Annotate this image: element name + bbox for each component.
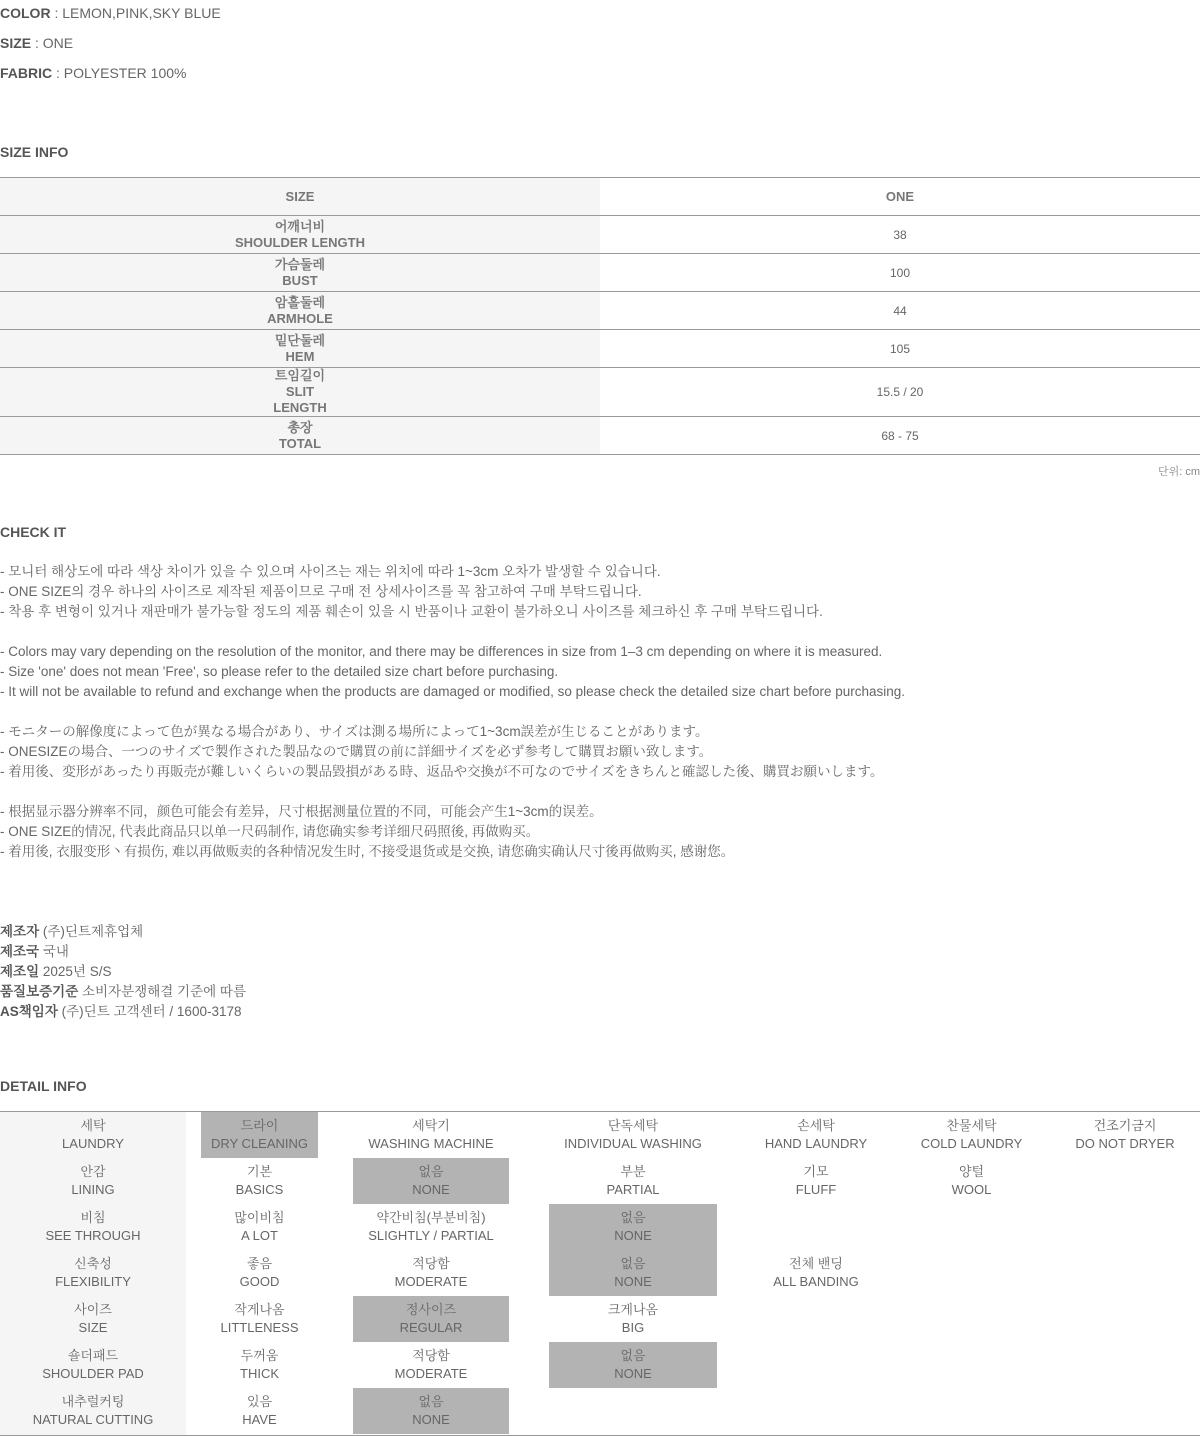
detail-row-label [0, 1158, 186, 1204]
size-header-value: ONE [885, 189, 915, 204]
spec-value: : ONE [31, 35, 74, 51]
option-ko: 기모 [803, 1164, 829, 1179]
detail-option [744, 1158, 888, 1204]
check-it-notes [0, 562, 1200, 862]
size-row-armhole [0, 292, 1200, 330]
option-en: HAVE [242, 1412, 277, 1427]
size-row-label [0, 368, 600, 416]
note-line: - 着用後, 衣服变形丶有损伤, 难以再做贩卖的各种情况发生时, 不接受退货或是交换, 请您确实确认尺寸後再做购买, 感谢您。 [0, 844, 735, 859]
size-row-label [0, 254, 600, 291]
option-en: THICK [240, 1366, 279, 1381]
option-ko: 없음 [620, 1256, 646, 1271]
option-ko: 드라이 [240, 1118, 279, 1133]
option-ko: 비침 [80, 1210, 106, 1225]
spec-value: : POLYESTER 100% [52, 65, 187, 81]
detail-info-heading: DETAIL INFO [0, 1078, 87, 1094]
maker-line [0, 922, 246, 942]
option-en: FLEXIBILITY [55, 1274, 131, 1289]
label-en: SHOULDER LENGTH [235, 234, 365, 250]
maker-label: 제조국 [0, 944, 40, 959]
size-row-value: 38 [893, 227, 907, 242]
option-en: SHOULDER PAD [42, 1366, 144, 1381]
option-en: NONE [412, 1412, 450, 1427]
option-ko: 약간비침(부분비침) [376, 1210, 486, 1225]
option-ko: 기본 [246, 1164, 273, 1179]
option-en: DO NOT DRYER [1075, 1136, 1175, 1151]
option-ko: 부분 [620, 1164, 646, 1179]
detail-option [905, 1112, 1038, 1158]
option-ko: 세탁기 [412, 1118, 450, 1133]
option-en: COLD LAUNDRY [920, 1136, 1023, 1151]
maker-line [0, 982, 246, 1002]
option-en: NONE [412, 1182, 450, 1197]
option-en: ALL BANDING [773, 1274, 859, 1289]
option-en: NONE [614, 1228, 652, 1243]
detail-option [353, 1112, 509, 1158]
note-line: - モニターの解像度によって色が異なる場合があり、サイズは測る場所によって1~3cm誤差が生じることがあります。 [0, 724, 709, 739]
note-line: - ONESIZEの場合、一つのサイズで製作された製品なので購買の前に詳細サイズを必ず参考して購買お願い致します。 [0, 744, 713, 759]
option-ko: 두꺼움 [240, 1348, 279, 1363]
detail-row-label [0, 1388, 186, 1434]
size-row-hem [0, 330, 1200, 368]
size-header-label: SIZE [0, 178, 600, 215]
note-spacer [0, 782, 1200, 802]
option-ko: 신축성 [74, 1256, 112, 1271]
label-ko: 트임길이 [274, 368, 326, 383]
option-ko: 적당함 [412, 1256, 450, 1271]
option-ko: 단독세탁 [607, 1118, 659, 1133]
option-ko: 사이즈 [74, 1302, 112, 1317]
option-en: WASHING MACHINE [368, 1136, 494, 1151]
maker-label: 품질보증기준 [0, 984, 79, 999]
option-en: BASICS [235, 1182, 284, 1197]
option-en: A LOT [241, 1228, 278, 1243]
detail-option [201, 1296, 318, 1342]
option-ko: 안감 [80, 1164, 106, 1179]
size-row-slit [0, 368, 1200, 417]
detail-option [744, 1112, 888, 1158]
label-en: ARMHOLE [267, 310, 333, 326]
label-en: HEM [285, 348, 315, 364]
option-en: SEE THROUGH [45, 1228, 141, 1243]
label-ko: 총장 [287, 419, 313, 435]
maker-value: (주)딘트 고객센터 / 1600-3178 [57, 1004, 242, 1019]
detail-option [353, 1204, 509, 1250]
note-line: - 착용 후 변형이 있거나 재판매가 불가능할 정도의 제품 훼손이 있을 시 반품이나 교환이 불가하오니 사이즈를 체크하신 후 구매 부탁드립니다. [0, 604, 823, 619]
detail-row-label [0, 1204, 186, 1250]
size-row-bust [0, 254, 1200, 292]
maker-value: (주)딘트제휴업체 [39, 924, 144, 939]
option-ko: 세탁 [80, 1118, 106, 1133]
option-ko: 정사이즈 [405, 1302, 457, 1317]
option-ko: 작게나옴 [234, 1302, 285, 1317]
detail-option-selected [353, 1158, 509, 1204]
option-en: SLIGHTLY / PARTIAL [368, 1228, 494, 1243]
detail-row-label [0, 1112, 186, 1158]
option-en: NATURAL CUTTING [32, 1412, 154, 1427]
note-line: - It will not be available to refund and exchange when the products are damaged or modified, so please check the detailed size chart before purchasing. [0, 684, 906, 699]
option-en: GOOD [239, 1274, 280, 1289]
option-en: MODERATE [394, 1274, 468, 1289]
detail-option-selected [353, 1388, 509, 1434]
option-ko: 좋음 [246, 1256, 273, 1271]
label-ko: 가슴둘레 [274, 256, 326, 272]
option-ko: 없음 [620, 1210, 646, 1225]
detail-option-selected [549, 1204, 717, 1250]
size-row-shoulder [0, 216, 1200, 254]
size-table [0, 177, 1200, 455]
note-spacer [0, 622, 1200, 642]
option-en: FLUFF [795, 1182, 837, 1197]
option-ko: 찬물세탁 [946, 1118, 997, 1133]
detail-option [744, 1250, 888, 1296]
size-row-total [0, 417, 1200, 455]
maker-value: 소비자분쟁해결 기준에 따름 [78, 984, 246, 999]
note-spacer [0, 702, 1200, 722]
detail-option-selected [549, 1342, 717, 1388]
size-row-label [0, 292, 600, 329]
option-en: DRY CLEANING [210, 1136, 309, 1151]
option-ko: 없음 [418, 1394, 444, 1409]
option-ko: 크게나옴 [607, 1302, 659, 1317]
option-ko: 많이비침 [234, 1210, 285, 1225]
detail-option [201, 1388, 318, 1434]
maker-info [0, 922, 246, 1022]
maker-label: 제조일 [0, 964, 40, 979]
option-en: REGULAR [399, 1320, 463, 1335]
detail-option [905, 1158, 1038, 1204]
spec-label: COLOR [0, 5, 51, 21]
note-line: - ONE SIZE的情况, 代表此商品只以单一尺码制作, 请您确实参考详细尺码照後, 再做购买。 [0, 824, 540, 839]
note-line: - Colors may vary depending on the resolution of the monitor, and there may be differences in size from 1–3 cm depending on where it is measured. [0, 644, 883, 659]
spec-size [0, 35, 73, 51]
maker-line [0, 962, 246, 982]
note-line: - 根据显示器分辨率不同，颜色可能会有差异，尺寸根据测量位置的不同，可能会产生1~3cm的误差。 [0, 804, 603, 819]
note-line: - ONE SIZE의 경우 하나의 사이즈로 제작된 제품이므로 구매 전 상세사이즈를 꼭 참고하여 구매 부탁드립니다. [0, 584, 642, 599]
detail-option [353, 1250, 509, 1296]
option-en: BIG [621, 1320, 645, 1335]
check-it-heading: CHECK IT [0, 524, 67, 540]
detail-table [0, 1111, 1200, 1436]
detail-option [201, 1342, 318, 1388]
size-row-value: 68 - 75 [881, 428, 919, 443]
unit-note: 단위: cm [1157, 466, 1200, 478]
option-ko: 양털 [958, 1164, 985, 1179]
maker-value: 2025년 S/S [39, 964, 112, 979]
spec-fabric [0, 65, 186, 81]
option-ko: 내추럴커팅 [61, 1394, 125, 1409]
option-en: WOOL [951, 1182, 992, 1197]
option-en: PARTIAL [606, 1182, 660, 1197]
option-en: NONE [614, 1274, 652, 1289]
detail-row-label [0, 1250, 186, 1296]
detail-option [549, 1158, 717, 1204]
spec-label: SIZE [0, 35, 32, 51]
spec-color [0, 5, 221, 21]
detail-row-label [0, 1296, 186, 1342]
option-en: LITTLENESS [220, 1320, 299, 1335]
option-en: INDIVIDUAL WASHING [564, 1136, 702, 1151]
detail-option [353, 1342, 509, 1388]
size-row-label [0, 417, 600, 454]
option-en: HAND LAUNDRY [764, 1136, 868, 1151]
option-ko: 손세탁 [797, 1118, 835, 1133]
label-en: TOTAL [278, 435, 322, 451]
size-row-label [0, 330, 600, 367]
detail-option [549, 1296, 717, 1342]
label-en: BUST [282, 272, 318, 288]
spec-label: FABRIC [0, 65, 53, 81]
option-en: LAUNDRY [62, 1136, 124, 1151]
size-row-value: 100 [889, 265, 911, 280]
detail-option [201, 1158, 318, 1204]
option-en: MODERATE [394, 1366, 468, 1381]
detail-option [201, 1204, 318, 1250]
detail-option [1055, 1112, 1195, 1158]
maker-line [0, 1002, 246, 1022]
maker-label: 제조자 [0, 924, 40, 939]
label-en: SLIT [285, 384, 315, 399]
option-ko: 있음 [246, 1394, 273, 1409]
option-ko: 전체 밴딩 [789, 1256, 843, 1271]
detail-row-label [0, 1342, 186, 1388]
option-ko: 없음 [620, 1348, 646, 1363]
maker-value: 국내 [39, 944, 69, 959]
size-info-heading: SIZE INFO [0, 144, 69, 160]
detail-option-selected [549, 1250, 717, 1296]
size-table-header [0, 178, 1200, 216]
detail-option [549, 1112, 717, 1158]
option-ko: 없음 [418, 1164, 444, 1179]
option-ko: 숄더패드 [67, 1348, 119, 1363]
note-line: - 모니터 해상도에 따라 색상 차이가 있을 수 있으며 사이즈는 재는 위치에 따라 1~3cm 오차가 발생할 수 있습니다. [0, 564, 661, 579]
detail-option-selected [353, 1296, 509, 1342]
spec-value: : LEMON,PINK,SKY BLUE [50, 5, 221, 21]
option-ko: 적당함 [412, 1348, 450, 1363]
size-row-value: 15.5 / 20 [876, 385, 924, 399]
note-line: - 着用後、変形があったり再販売が難しいくらいの製品毀損がある時、返品や交換が不可なのでサイズをきちんと確認した後、購買お願いします。 [0, 764, 884, 779]
option-en: LINING [71, 1182, 115, 1197]
size-row-label [0, 216, 600, 253]
detail-option [201, 1250, 318, 1296]
label-en-2: LENGTH [273, 400, 327, 415]
detail-option-selected [201, 1112, 318, 1158]
maker-line [0, 942, 246, 962]
label-ko: 밑단둘레 [274, 332, 326, 348]
size-row-value: 105 [889, 341, 911, 356]
maker-label: AS책임자 [0, 1004, 58, 1019]
label-ko: 어깨너비 [274, 218, 326, 234]
size-row-value: 44 [893, 303, 907, 318]
option-ko: 건조기금지 [1093, 1118, 1157, 1133]
option-en: SIZE [78, 1320, 108, 1335]
note-line: - Size 'one' does not mean 'Free', so please refer to the detailed size chart before purchasing. [0, 664, 559, 679]
label-ko: 암홀둘레 [274, 294, 326, 310]
option-en: NONE [614, 1366, 652, 1381]
